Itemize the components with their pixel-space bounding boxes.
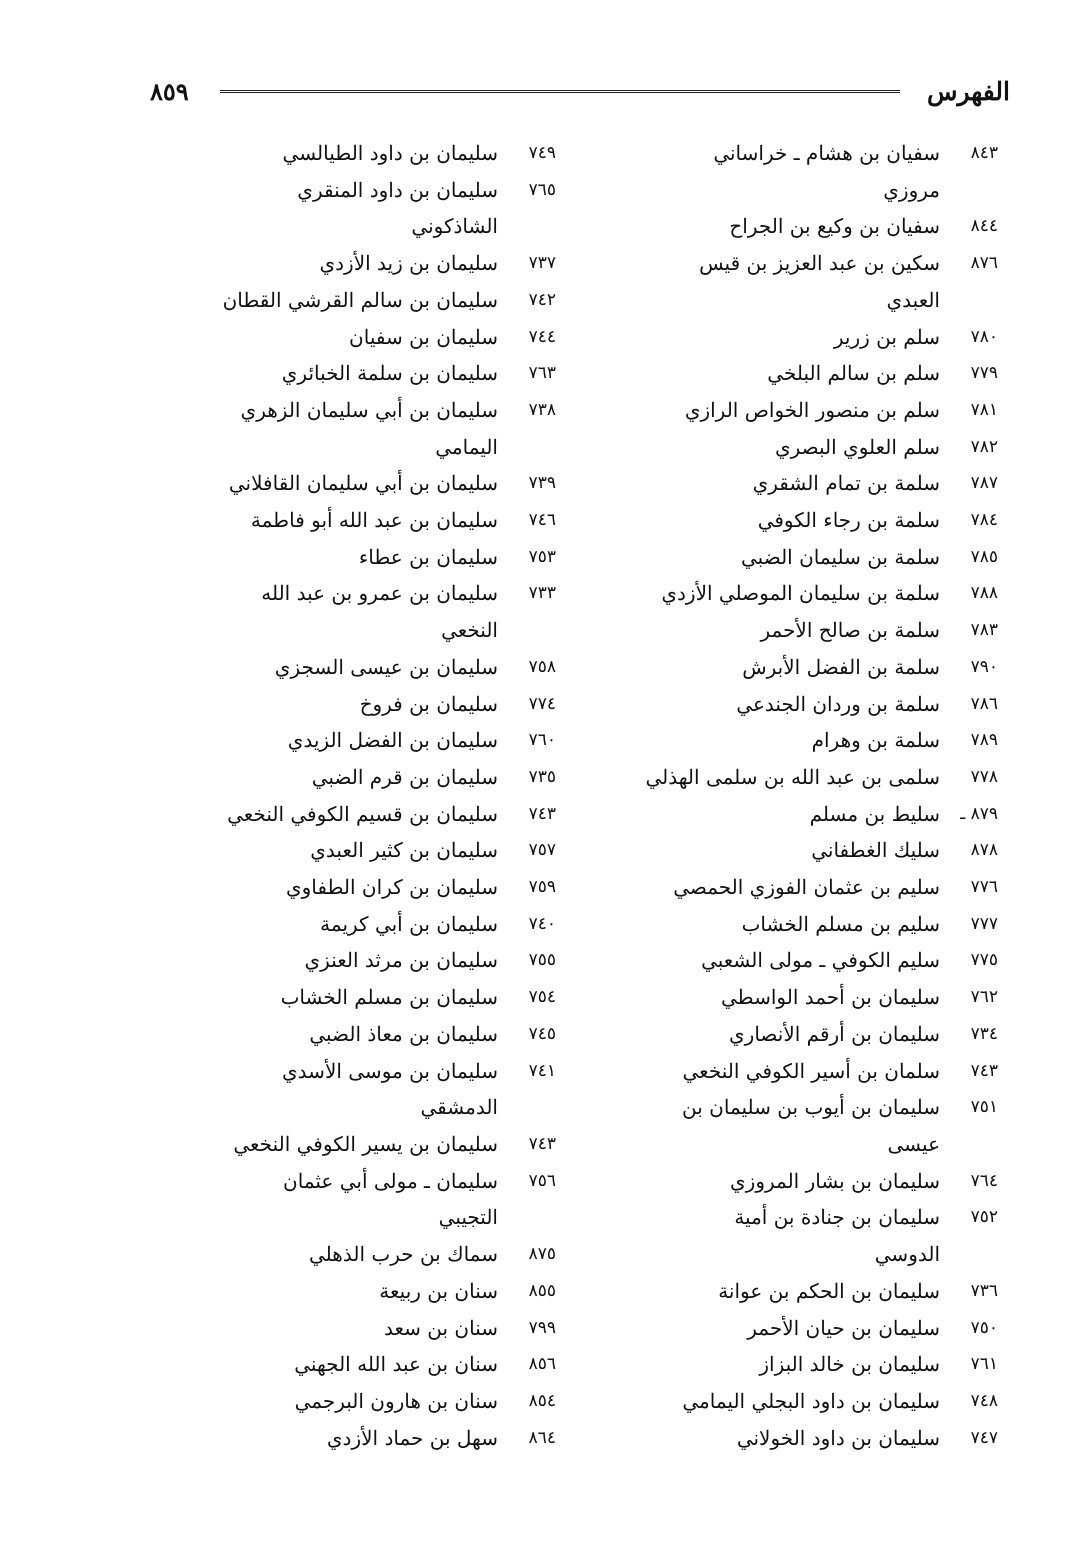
entry-name: سليمان بن داود المنقري	[297, 177, 498, 202]
index-entry	[140, 245, 560, 282]
index-entry	[140, 1383, 560, 1420]
entry-name: سليم الكوفي ـ مولى الشعبي	[701, 948, 940, 973]
entry-number: ٨٧٥	[528, 1244, 556, 1265]
entry-name: سليم بن مسلم الخشاب	[741, 911, 940, 936]
index-entry-continuation	[582, 1126, 1002, 1163]
entry-name: سليط بن مسلم	[809, 801, 940, 826]
entry-number: ٧٨٣	[970, 620, 998, 641]
entry-number: ٧٦٥	[528, 179, 556, 200]
entry-name: سليمان بن حيان الأحمر	[747, 1315, 940, 1340]
entry-number: ٧٣٩	[528, 473, 556, 494]
index-entry	[582, 539, 1002, 576]
index-entry	[582, 575, 1002, 612]
entry-number: ٧٨٢	[970, 436, 998, 457]
entry-number: ٧٤٣	[528, 1133, 556, 1154]
entry-number: ٧٥٨	[528, 656, 556, 677]
index-entry	[140, 906, 560, 943]
index-entry	[582, 796, 1002, 833]
entry-name: سليمان بن جنادة بن أمية	[734, 1205, 940, 1230]
index-entry	[140, 1016, 560, 1053]
entry-number: ٧٨٠	[970, 326, 998, 347]
index-entry	[140, 392, 560, 429]
entry-name: سليمان بن داود البجلي اليمامي	[682, 1388, 940, 1413]
index-entry	[140, 465, 560, 502]
entry-number: ٧٨٤	[970, 510, 998, 531]
entry-number: ٧٥٧	[528, 840, 556, 861]
entry-number: ٧٦٢	[970, 987, 998, 1008]
index-entry	[140, 649, 560, 686]
entry-name: سلمة بن الفضل الأبرش	[742, 654, 940, 679]
index-entry	[140, 1163, 560, 1200]
entry-number: ٧٣٧	[528, 253, 556, 274]
entry-name: سلمة بن رجاء الكوفي	[757, 508, 940, 533]
index-entry	[582, 1420, 1002, 1457]
entry-name: سليك الغطفاني	[811, 838, 940, 863]
index-entry	[140, 942, 560, 979]
index-entry	[140, 502, 560, 539]
index-entry	[582, 429, 1002, 466]
entry-number: ٧٥٤	[528, 987, 556, 1008]
entry-number: ٧٤٦	[528, 510, 556, 531]
index-entry	[140, 135, 560, 172]
entry-name-continuation: العبدي	[886, 287, 940, 312]
entry-number: ٨٧٦	[970, 253, 998, 274]
page-header	[150, 72, 1010, 112]
entry-number: ٧٧٥	[970, 950, 998, 971]
index-entry	[582, 759, 1002, 796]
entry-number: ٧٦٤	[970, 1170, 998, 1191]
entry-number: ٨٤٣	[970, 143, 998, 163]
entry-number: ٧٤٢	[528, 289, 556, 310]
index-entry	[582, 1089, 1002, 1126]
entry-number: ٧٨٩	[970, 730, 998, 751]
entry-name: سكين بن عبد العزيز بن قيس	[699, 251, 940, 276]
entry-name: سليمان بن أبي سليمان القافلاني	[228, 471, 498, 496]
index-entry	[582, 832, 1002, 869]
entry-number: ٧٧٦	[970, 877, 998, 898]
entry-number: ٨٧٩ ـ	[960, 803, 998, 824]
entry-name: سنان بن عبد الله الجهني	[294, 1352, 498, 1377]
entry-number: ٨٦٤	[528, 1427, 556, 1448]
index-entry	[140, 1310, 560, 1347]
entry-name: سليمان بن عيسى السجزي	[274, 654, 498, 679]
entry-name: سليمان بن كران الطفاوي	[285, 875, 498, 900]
index-entry	[582, 612, 1002, 649]
entry-number: ٧٩٠	[970, 656, 998, 677]
entry-name: سليمان بن الحكم بن عوانة	[718, 1278, 940, 1303]
index-entry	[140, 979, 560, 1016]
index-entry	[140, 1053, 560, 1090]
index-entry	[140, 1273, 560, 1310]
entry-number: ٧٤٤	[528, 326, 556, 347]
index-entry	[140, 172, 560, 209]
entry-name: سلمان بن أسير الكوفي النخعي	[682, 1058, 940, 1083]
entry-number: ٨٥٥	[528, 1280, 556, 1301]
entry-number: ٧٦٠	[528, 730, 556, 751]
entry-name: سليمان بن يسير الكوفي النخعي	[233, 1131, 498, 1156]
entry-name: سلم العلوي البصري	[774, 434, 940, 459]
entry-name: سفيان بن وكيع بن الجراح	[729, 214, 940, 239]
index-entry	[582, 1163, 1002, 1200]
index-entry	[582, 1346, 1002, 1383]
entry-name: سليمان بن أحمد الواسطي	[721, 985, 940, 1010]
entry-name: سهل بن حماد الأزدي	[326, 1425, 498, 1450]
entry-name-continuation: الدمشقي	[420, 1095, 498, 1120]
index-entry	[140, 1420, 560, 1457]
entry-name: سليمان بن أبي سليمان الزهري	[240, 397, 498, 422]
index-entry	[582, 319, 1002, 356]
entry-number: ٧٦٣	[528, 363, 556, 384]
index-entry	[582, 502, 1002, 539]
entry-number: ٧٥٩	[528, 877, 556, 898]
index-entry	[140, 722, 560, 759]
entry-number: ٧٥٣	[528, 546, 556, 567]
entry-name: سليمان بن سفيان	[349, 324, 498, 349]
entry-number: ٧٣٣	[528, 583, 556, 604]
index-entry	[140, 282, 560, 319]
index-entry	[140, 355, 560, 392]
index-entry	[582, 906, 1002, 943]
index-entry	[582, 649, 1002, 686]
index-entry-continuation	[582, 172, 1002, 209]
index-column-right	[582, 135, 1002, 1456]
entry-name-continuation: النخعي	[441, 618, 498, 643]
entry-name: سنان بن سعد	[384, 1315, 498, 1340]
entry-number: ٧٥١	[970, 1097, 998, 1118]
entry-name: سليمان بن مسلم الخشاب	[280, 985, 498, 1010]
index-entry	[582, 686, 1002, 723]
index-entry-continuation	[582, 1236, 1002, 1273]
index-entry-continuation	[140, 612, 560, 649]
entry-name: سليمان بن معاذ الضبي	[309, 1021, 498, 1046]
entry-name: سليمان بن عطاء	[358, 544, 498, 569]
index-entry	[582, 135, 1002, 172]
entry-number: ٧٤٣	[970, 1060, 998, 1081]
entry-name: سنان بن هارون البرجمي	[294, 1388, 498, 1413]
index-entry	[582, 1053, 1002, 1090]
entry-number: ٧٤٨	[970, 1390, 998, 1411]
entry-number: ٧٤٥	[528, 1023, 556, 1044]
entry-name: سليمان بن داود الخولاني	[736, 1425, 940, 1450]
entry-number: ٧٣٦	[970, 1280, 998, 1301]
entry-number: ٧٤٣	[528, 803, 556, 824]
entry-name: سليمان بن سالم القرشي القطان	[222, 287, 498, 312]
index-entry-continuation	[140, 1199, 560, 1236]
index-entry	[140, 1346, 560, 1383]
entry-name: سليمان بن سلمة الخبائري	[281, 361, 498, 386]
entry-name: سليم بن عثمان الفوزي الحمصي	[673, 875, 940, 900]
index-entry	[140, 319, 560, 356]
index-entry-continuation	[582, 282, 1002, 319]
entry-number: ٧٧٩	[970, 363, 998, 384]
entry-number: ٨٥٦	[528, 1354, 556, 1375]
index-entry	[140, 796, 560, 833]
entry-number: ٧٤٧	[970, 1427, 998, 1448]
entry-number: ٧٣٨	[528, 399, 556, 420]
index-entry	[582, 1310, 1002, 1347]
entry-number: ٧٧٧	[970, 913, 998, 934]
entry-name: سلمة بن سليمان الموصلي الأزدي	[661, 581, 940, 606]
entry-number: ٨٥٤	[528, 1390, 556, 1411]
entry-name: سليمان بن كثير العبدي	[310, 838, 498, 863]
entry-name: سماك بن حرب الذهلي	[309, 1242, 498, 1267]
entry-name: سلمة بن تمام الشقري	[752, 471, 940, 496]
index-entry-continuation	[140, 429, 560, 466]
index-entry	[582, 979, 1002, 1016]
page-number: ٨٥٩	[150, 77, 189, 106]
index-entry-continuation	[140, 208, 560, 245]
entry-name: سليمان بن أيوب بن سليمان بن	[682, 1095, 940, 1120]
index-entry	[140, 832, 560, 869]
index-entry	[582, 1016, 1002, 1053]
entry-number: ٧٣٤	[970, 1023, 998, 1044]
entry-name: سليمان بن خالد البزاز	[759, 1352, 940, 1377]
entry-number: ٧٤١	[528, 1060, 556, 1081]
index-entry	[582, 1383, 1002, 1420]
entry-number: ٧٥٢	[970, 1207, 998, 1228]
index-entry	[582, 465, 1002, 502]
entry-number: ٧٨١	[970, 399, 998, 420]
entry-number: ٧٨٧	[970, 473, 998, 494]
entry-name-continuation: مروزي	[883, 177, 940, 202]
index-column-left	[140, 135, 560, 1456]
entry-name-continuation: الدوسي	[874, 1242, 940, 1267]
index-entry	[582, 245, 1002, 282]
entry-name: سليمان بن مرثد العنزي	[304, 948, 498, 973]
entry-number: ٧٧٨	[970, 766, 998, 787]
index-entry	[140, 575, 560, 612]
entry-name: سفيان بن هشام ـ خراساني	[713, 141, 940, 165]
entry-name: سنان بن ربيعة	[379, 1278, 498, 1303]
entry-name: سليمان بن الفضل الزيدي	[287, 728, 498, 753]
entry-name: سليمان بن موسى الأسدي	[282, 1058, 498, 1083]
index-entry	[582, 1199, 1002, 1236]
index-entry	[140, 1236, 560, 1273]
entry-name: سليمان بن عمرو بن عبد الله	[261, 581, 498, 606]
index-entry	[140, 759, 560, 796]
entry-name-continuation: عيسى	[887, 1131, 940, 1156]
entry-number: ٧٥٦	[528, 1170, 556, 1191]
index-entry	[140, 539, 560, 576]
entry-number: ٧٦١	[970, 1354, 998, 1375]
entry-name: سلمة بن سليمان الضبي	[741, 544, 940, 569]
index-entry-continuation	[140, 1089, 560, 1126]
entry-number: ٧٥٠	[970, 1317, 998, 1338]
entry-number: ٧٨٦	[970, 693, 998, 714]
entry-name: سليمان بن عبد الله أبو فاطمة	[250, 508, 498, 533]
index-entry	[140, 686, 560, 723]
index-entry	[582, 722, 1002, 759]
entry-name-continuation: التجيبي	[438, 1205, 498, 1230]
entry-number: ٧٤٩	[528, 143, 556, 163]
page-title: الفهرس	[926, 77, 1010, 106]
entry-number: ٧٣٥	[528, 766, 556, 787]
entry-name: سليمان بن أبي كريمة	[320, 911, 498, 936]
entry-name: سليمان بن أرقم الأنصاري	[729, 1021, 940, 1046]
index-entry	[140, 869, 560, 906]
entry-name: سليمان بن فروخ	[359, 691, 498, 716]
entry-name-continuation: الشاذكوني	[411, 214, 498, 239]
entry-number: ٧٤٠	[528, 913, 556, 934]
index-entry	[140, 1126, 560, 1163]
entry-number: ٧٨٥	[970, 546, 998, 567]
entry-number: ٧٩٩	[528, 1317, 556, 1338]
entry-name: سلمة بن صالح الأحمر	[760, 618, 940, 643]
index-entry	[582, 869, 1002, 906]
index-entry	[582, 942, 1002, 979]
entry-name: سلمى بن عبد الله بن سلمى الهذلي	[645, 764, 940, 789]
entry-number: ٧٧٤	[528, 693, 556, 714]
entry-name: سليمان بن داود الطيالسي	[282, 141, 498, 165]
entry-number: ٨٧٨	[970, 840, 998, 861]
header-rule	[220, 90, 900, 93]
entry-name: سلم بن سالم البلخي	[767, 361, 940, 386]
entry-name-continuation: اليمامي	[435, 434, 498, 459]
index-entry	[582, 208, 1002, 245]
index-entry	[582, 1273, 1002, 1310]
entry-number: ٧٨٨	[970, 583, 998, 604]
entry-name: سليمان ـ مولى أبي عثمان	[283, 1168, 498, 1193]
entry-name: سليمان بن زيد الأزدي	[319, 251, 498, 276]
entry-name: سلم بن منصور الخواص الرازي	[684, 397, 940, 422]
entry-name: سلمة بن وهرام	[811, 728, 940, 753]
entry-name: سليمان بن بشار المروزي	[730, 1168, 940, 1193]
entry-number: ٨٤٤	[970, 216, 998, 237]
index-entry	[582, 392, 1002, 429]
entry-name: سلمة بن وردان الجندعي	[736, 691, 940, 716]
entry-name: سليمان بن قسيم الكوفي النخعي	[227, 801, 498, 826]
entry-name: سليمان بن قرم الضبي	[311, 764, 498, 789]
entry-name: سلم بن زرير	[833, 324, 940, 349]
index-entry	[582, 355, 1002, 392]
entry-number: ٧٥٥	[528, 950, 556, 971]
